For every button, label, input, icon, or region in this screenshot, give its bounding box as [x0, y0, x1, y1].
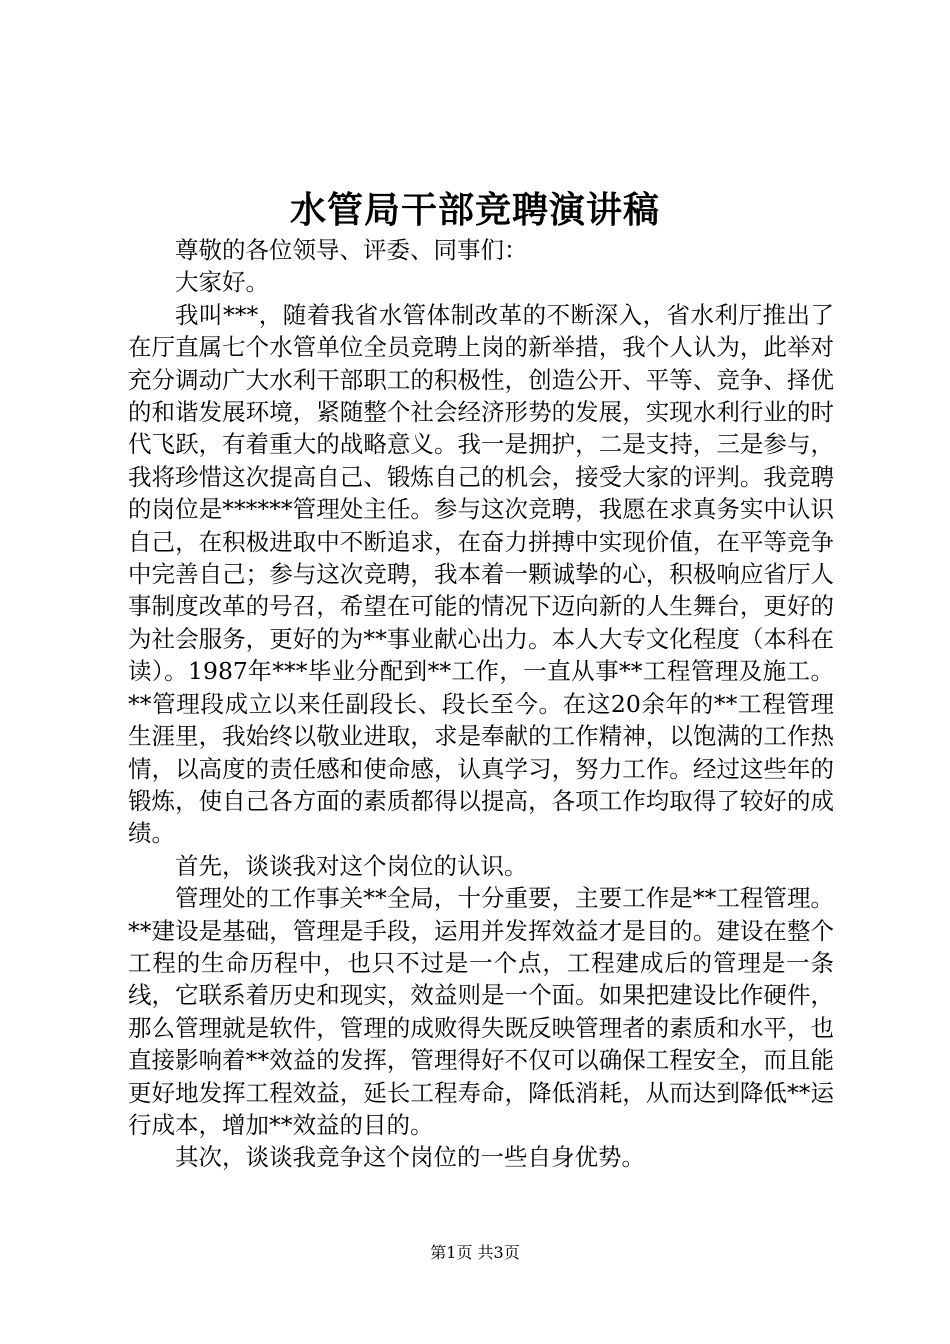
section-heading-paragraph: 其次，谈谈我竞争这个岗位的一些自身优势。 — [175, 1143, 645, 1172]
introduction-paragraph: 我叫***，随着我省水管体制改革的不断深入，省水利厅推出了在厅直属七个水管单位全员竞聘上岗的新举措，我个人认为，此举对充分调动广大水利干部职工的积极性，创造公开、平等、竞争、择优的和谐发展环境，紧随整个社会经济形势的发展，实现水利行业的时代飞跃，有着重大的战略意义。我一是拥护，二是支持，三是参与，我将珍惜这次提高自己、锻炼自己的机会，接受大家的评判。我竞聘的岗位是******管理处主任。参与这次竞聘，我愿在求真务实中认识自己，在积极进取中不断追求，在奋力拼搏中实现价值，在平等竞争中完善自己；参与这次竞聘，我本着一颗诚挚的心，积极响应省厅人事制度改革的号召，希望在可能的情况下迈向新的人生舞台，更好的为社会服务，更好的为**事业献心出力。本人大专文化程度（本科在读）。1987年***毕业分配到**工作，一直从事**工程管理及施工。**管理段成立以来任副段长、段长至今。在这20余年的**工程管理生涯里，我始终以敬业进取，求是奉献的工作精神，以饱满的工作热情，以高度的责任感和使命感，认真学习，努力工作。经过这些年的锻炼，使自己各方面的素质都得以提高，各项工作均取得了较好的成绩。 — [128, 300, 834, 848]
document-body — [128, 234, 834, 1174]
salutation-paragraph: 尊敬的各位领导、评委、同事们： — [175, 236, 528, 264]
role-understanding-paragraph: 管理处的工作事关**全局，十分重要，主要工作是**工程管理。**建设是基础，管理是手段，运用并发挥效益才是目的。建设在整个工程的生命历程中，也只不过是一个点，工程建成后的管理是一条线，它联系着历史和现实，效益则是一个面。如果把建设比作硬件，那么管理就是软件，管理的成败得失既反映管理者的素质和水平，也直接影响着**效益的发挥，管理得好不仅可以确保工程安全，而且能更好地发挥工程效益，延长工程寿命，降低消耗，从而达到降低**运行成本，增加**效益的目的。 — [128, 884, 834, 1139]
document-title: 水管局干部竞聘演讲稿 — [289, 189, 660, 231]
section-heading-paragraph: 首先，谈谈我对这个岗位的认识。 — [175, 851, 528, 880]
greeting-paragraph: 大家好。 — [175, 268, 269, 297]
page-number-footer: 第1页 共3页 — [430, 1243, 520, 1262]
